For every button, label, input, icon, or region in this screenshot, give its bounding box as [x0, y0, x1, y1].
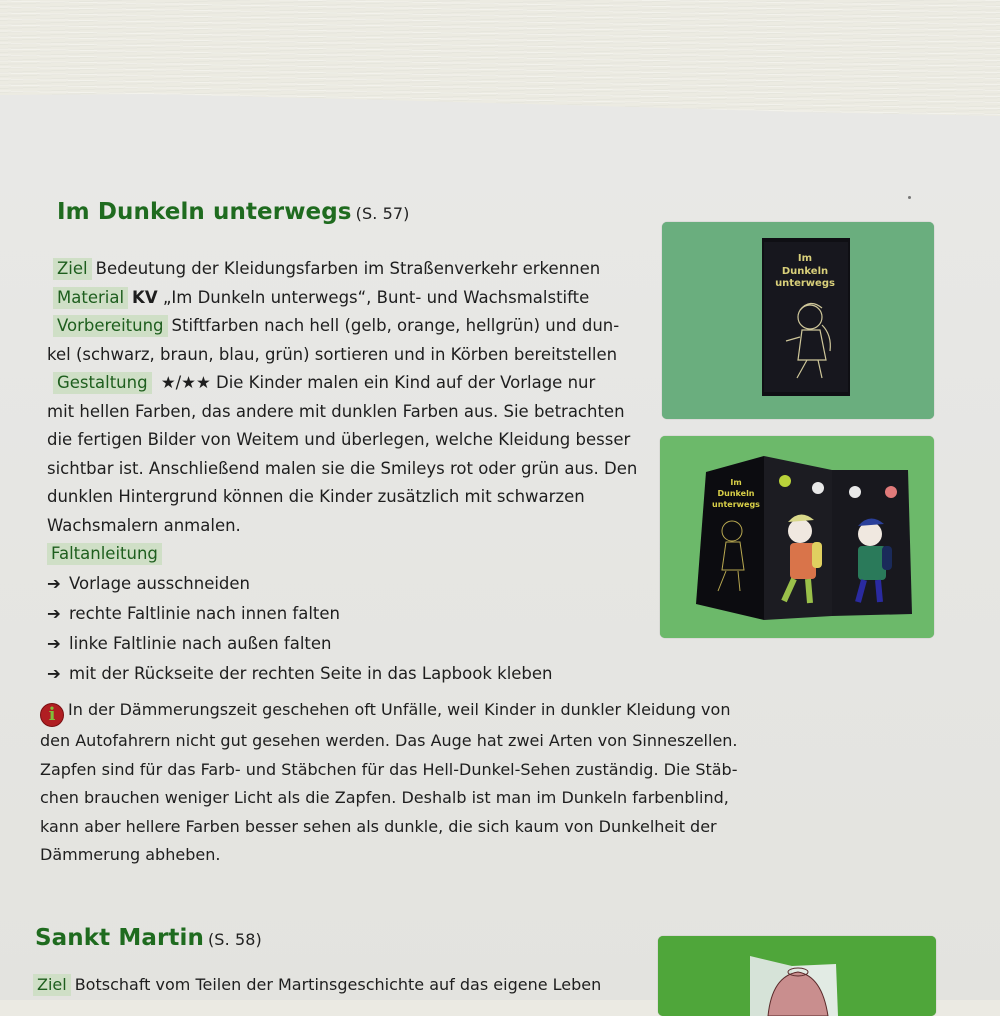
svg-text:unterwegs: unterwegs	[775, 278, 835, 289]
gestaltung-text-5: dunklen Hintergrund können die Kinder zusätzlich mit schwarzen	[47, 487, 585, 506]
svg-text:Dunkeln: Dunkeln	[717, 489, 755, 498]
ziel-label: Ziel	[33, 974, 71, 996]
section1-body	[47, 255, 653, 689]
arrow-right-icon: ➔	[47, 663, 61, 683]
material-text: „Im Dunkeln unterwegs“, Bunt- und Wachsmalstifte	[162, 287, 590, 307]
gestaltung-text-1: Die Kinder malen ein Kind auf der Vorlage nur	[216, 373, 596, 392]
svg-text:Im: Im	[730, 478, 742, 487]
gestaltung-label: Gestaltung	[53, 372, 152, 394]
step-text: linke Faltlinie nach außen falten	[69, 633, 332, 653]
arrow-right-icon: ➔	[47, 633, 61, 653]
arrow-right-icon: ➔	[47, 603, 61, 623]
section-title-text: Sankt Martin	[35, 925, 204, 951]
faltanleitung-step	[47, 659, 653, 689]
faltanleitung-label: Faltanleitung	[47, 543, 162, 565]
vorbereitung-row	[53, 312, 653, 341]
step-text: rechte Faltlinie nach innen falten	[69, 603, 340, 623]
material-label: Material	[53, 287, 128, 309]
closed-booklet-illustration	[662, 222, 934, 419]
faltanleitung-row	[47, 540, 653, 569]
info-icon: i	[40, 703, 64, 727]
faltanleitung-step	[47, 599, 653, 629]
info-text-4: chen brauchen weniger Licht als die Zapfen. Deshalb ist man im Dunkeln farbenblind,	[40, 788, 729, 807]
ziel-label: Ziel	[53, 258, 92, 280]
gestaltung-text-2: mit hellen Farben, das andere mit dunklen Farben aus. Sie betrachten	[47, 401, 625, 421]
section-title-text: Im Dunkeln unterwegs	[57, 199, 352, 225]
photo-sankt-martin	[658, 936, 936, 1016]
gestaltung-text-4: sichtbar ist. Anschließend malen sie die Smileys rot oder grün aus. Den	[47, 458, 638, 478]
info-text-5: kann aber hellere Farben besser sehen als dunkle, die sich kaum von Dunkelheit der	[40, 816, 717, 836]
info-text-2: den Autofahrern nicht gut gesehen werden. Das Auge hat zwei Arten von Sinneszellen.	[40, 731, 738, 750]
vorbereitung-text-2: kel (schwarz, braun, blau, grün) sortieren und in Körben bereitstellen	[47, 344, 618, 364]
vorbereitung-label: Vorbereitung	[53, 315, 168, 337]
material-row	[53, 284, 653, 313]
sankt-martin-illustration	[658, 936, 936, 1016]
open-booklet-illustration	[660, 436, 934, 638]
step-text: Vorlage ausschneiden	[69, 573, 251, 593]
photo-open-booklet	[660, 436, 934, 638]
faltanleitung-step	[47, 629, 653, 659]
step-text: mit der Rückseite der rechten Seite in das Lapbook kleben	[69, 663, 553, 683]
info-text-3: Zapfen sind für das Farb- und Stäbchen für das Hell-Dunkel-Sehen zuständig. Die Stäb-	[40, 759, 738, 779]
info-text-6: Dämmerung abheben.	[40, 845, 221, 864]
section2-body	[33, 971, 673, 1000]
gestaltung-text-6: Wachsmalern anmalen.	[47, 515, 241, 535]
gestaltung-text-3: die fertigen Bilder von Weitem und überlegen, welche Kleidung besser	[47, 430, 631, 449]
page-speck	[908, 196, 911, 199]
ziel-text: Botschaft vom Teilen der Martinsgeschichte auf das eigene Leben	[74, 975, 602, 994]
ziel-row	[53, 255, 653, 284]
difficulty-stars: ★/★★	[160, 373, 211, 392]
info-text-1: In der Dämmerungszeit geschehen oft Unfälle, weil Kinder in dunkler Kleidung von	[68, 700, 731, 719]
svg-text:unterwegs: unterwegs	[712, 500, 760, 509]
section-title-im-dunkeln	[57, 199, 409, 225]
ziel-row	[33, 971, 673, 1000]
arrow-right-icon: ➔	[47, 573, 61, 593]
kv-label: KV	[132, 287, 158, 307]
vorbereitung-text-1: Stiftfarben nach hell (gelb, orange, hellgrün) und dun-	[171, 316, 620, 335]
faltanleitung-step	[47, 569, 653, 599]
section-title-sankt-martin	[35, 925, 262, 951]
info-paragraph	[40, 696, 780, 870]
page-reference: (S. 57)	[355, 204, 410, 223]
svg-text:Dunkeln: Dunkeln	[781, 266, 829, 277]
svg-text:Im: Im	[797, 253, 813, 264]
photo-closed-booklet	[662, 222, 934, 419]
ziel-text: Bedeutung der Kleidungsfarben im Straßenverkehr erkennen	[95, 259, 601, 278]
gestaltung-row	[53, 369, 653, 398]
page-reference: (S. 58)	[207, 930, 262, 949]
